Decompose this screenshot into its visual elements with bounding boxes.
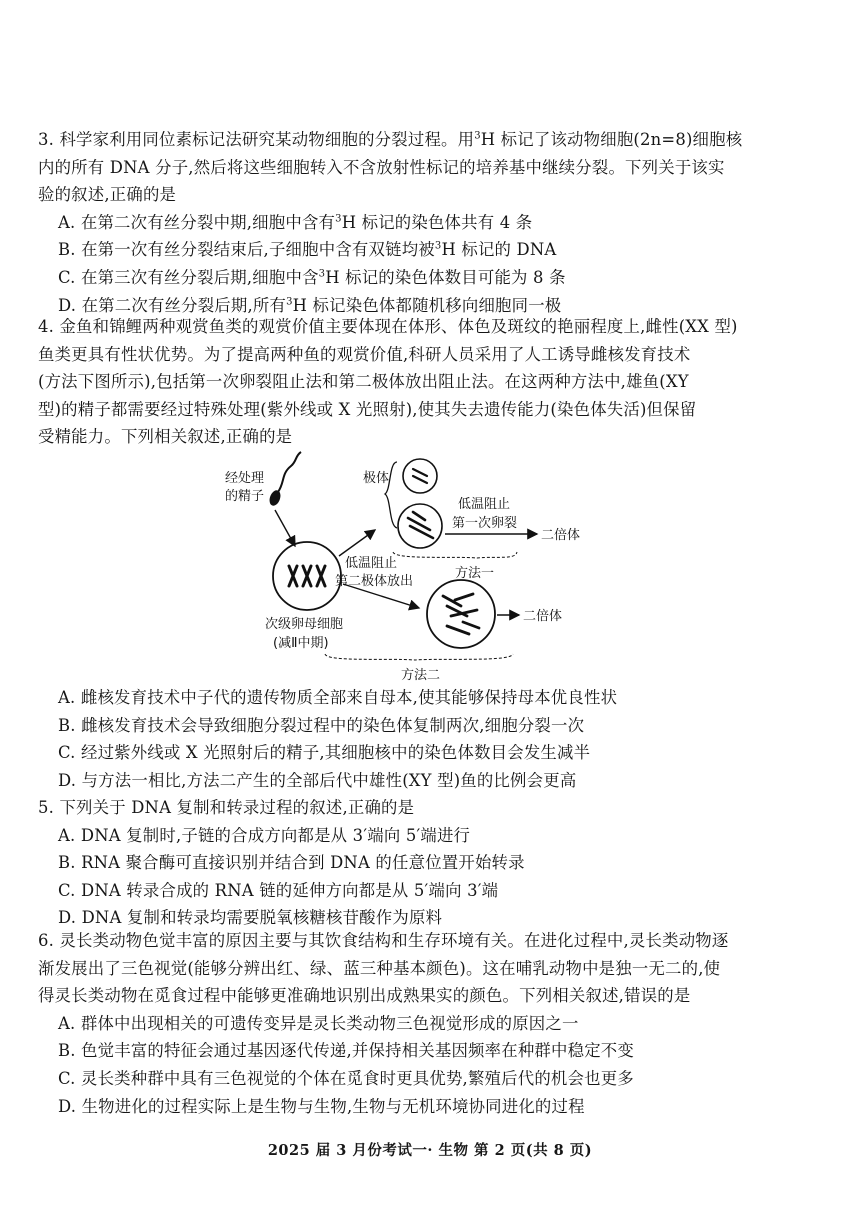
low-temp-label-1: 低温阻止 <box>458 497 511 512</box>
low-temp-label-2: 低温阻止 <box>345 556 398 571</box>
polar-body-label: 极体 <box>363 471 390 486</box>
method1-brace <box>393 552 517 558</box>
method1-label: 方法一 <box>455 566 495 581</box>
question-5-stem: 5. 下列关于 DNA 复制和转录过程的叙述,正确的是 <box>38 798 415 817</box>
sperm-label-line2: 的精子 <box>225 489 265 504</box>
question-3-option-d: D. 在第二次有丝分裂后期,所有$^3$H 标记染色体都随机移向细胞同一极 <box>58 295 562 315</box>
method2-brace <box>325 654 513 660</box>
question-6-option-c: C. 灵长类种群中具有三色视觉的个体在觅食时更具优势,繁殖后代的机会也更多 <box>58 1068 634 1088</box>
question-6-option-d: D. 生物进化的过程实际上是生物与生物,生物与无机环境协同进化的过程 <box>58 1096 585 1116</box>
first-cleavage-label: 第一次卵裂 <box>452 516 518 531</box>
method2-zygote-cell <box>427 580 495 648</box>
polar-body-cell <box>403 459 437 493</box>
sperm-label-line1: 经处理 <box>225 471 265 486</box>
arrow-to-method1 <box>339 530 375 556</box>
question-4-option-c: C. 经过紫外线或 X 光照射后的精子,其细胞核中的染色体数目会发生减半 <box>58 743 591 763</box>
question-4 <box>38 313 828 451</box>
question-4-option-a: A. 雌核发育技术中子代的遗传物质全部来自母本,使其能够保持母本优良性状 <box>58 688 618 707</box>
page-footer: 2025 届 3 月份考试一· 生物 第 2 页(共 8 页) <box>267 1142 593 1159</box>
question-6-stem: 6. 灵长类动物色觉丰富的原因主要与其饮食结构和生存环境有关。在进化过程中,灵长类动物逐 渐发展出了三色视觉(能够分辨出红、绿、蓝三种基本颜色)。这在哺乳动物中是独一无二的,使 得灵长类动物在觅食过程中能够更准确地识别出成熟果实的颜色。下列相关叙述,错误的是 <box>38 931 729 1006</box>
question-4-stem: 4. 金鱼和锦鲤两种观赏鱼类的观赏价值主要体现在体形、体色及斑纹的艳丽程度上,雌性(XX 型) 鱼类更具有性状优势。为了提高两种鱼的观赏价值,科研人员采用了人工诱导雌核发育技术 (方法下图所示),包括第一次卵裂阻止法和第二极体放出阻止法。在这两种方法中,雄鱼(XY 型)的精子都需要经过特殊处理(紫外线或 X 光照射),使其失去遗传能力(染色体失活)但保留 受精能力。下列相关叙述,正确的是 <box>38 317 738 447</box>
question-5-option-d: D. DNA 复制和转录均需要脱氧核糖核苷酸作为原料 <box>58 908 443 928</box>
second-polar-label: 第二极体放出 <box>335 574 414 589</box>
question-5-option-c: C. DNA 转录合成的 RNA 链的延伸方向都是从 5′端向 3′端 <box>58 880 499 900</box>
question-6 <box>38 927 828 1120</box>
diploid-label-1: 二倍体 <box>541 528 581 543</box>
question-3-stem: 3. 科学家利用同位素标记法研究某动物细胞的分裂过程。用$^3$H 标记了该动物细胞(2n=8)细胞核 内的所有 DNA 分子,然后将这些细胞转入不含放射性标记的培养基中继续分裂。下列关于该实 验的叙述,正确的是 <box>38 130 743 205</box>
question-3 <box>38 126 828 319</box>
question-5 <box>38 794 828 932</box>
question-4-option-b: B. 雌核发育技术会导致细胞分裂过程中的染色体复制两次,细胞分裂一次 <box>58 715 585 735</box>
oocyte-label-line2: (减Ⅱ中期) <box>273 636 329 651</box>
question-3-option-a: A. 在第二次有丝分裂中期,细胞中含有$^3$H 标记的染色体共有 4 条 <box>58 212 533 232</box>
question-3-option-b: B. 在第一次有丝分裂结束后,子细胞中含有双链均被$^3$H 标记的 DNA <box>58 240 557 260</box>
question-5-option-b: B. RNA 聚合酶可直接识别并结合到 DNA 的任意位置开始转录 <box>58 853 525 873</box>
question-4-options <box>38 684 828 794</box>
sperm-icon <box>268 452 301 507</box>
question-6-option-a: A. 群体中出现相关的可遗传变异是灵长类动物三色视觉形成的原因之一 <box>58 1013 579 1033</box>
question-6-option-b: B. 色觉丰富的特征会通过基因逐代传递,并保持相关基因频率在种群中稳定不变 <box>58 1041 634 1061</box>
question-5-option-a: A. DNA 复制时,子链的合成方向都是从 3′端向 5′端进行 <box>58 825 471 845</box>
gynogenesis-diagram <box>215 448 615 685</box>
gynogenesis-diagram-svg <box>215 448 615 685</box>
question-4-option-d: D. 与方法一相比,方法二产生的全部后代中雄性(XY 型)鱼的比例会更高 <box>58 770 577 790</box>
oocyte-label-line1: 次级卵母细胞 <box>265 617 344 632</box>
arrow-sperm-to-oocyte <box>275 510 295 546</box>
method2-label: 方法二 <box>401 668 441 683</box>
question-3-option-c: C. 在第三次有丝分裂后期,细胞中含$^3$H 标记的染色体数目可能为 8 条 <box>58 267 566 287</box>
method1-zygote-cell <box>398 504 442 548</box>
secondary-oocyte-cell <box>273 542 341 610</box>
diploid-label-2: 二倍体 <box>523 609 563 624</box>
